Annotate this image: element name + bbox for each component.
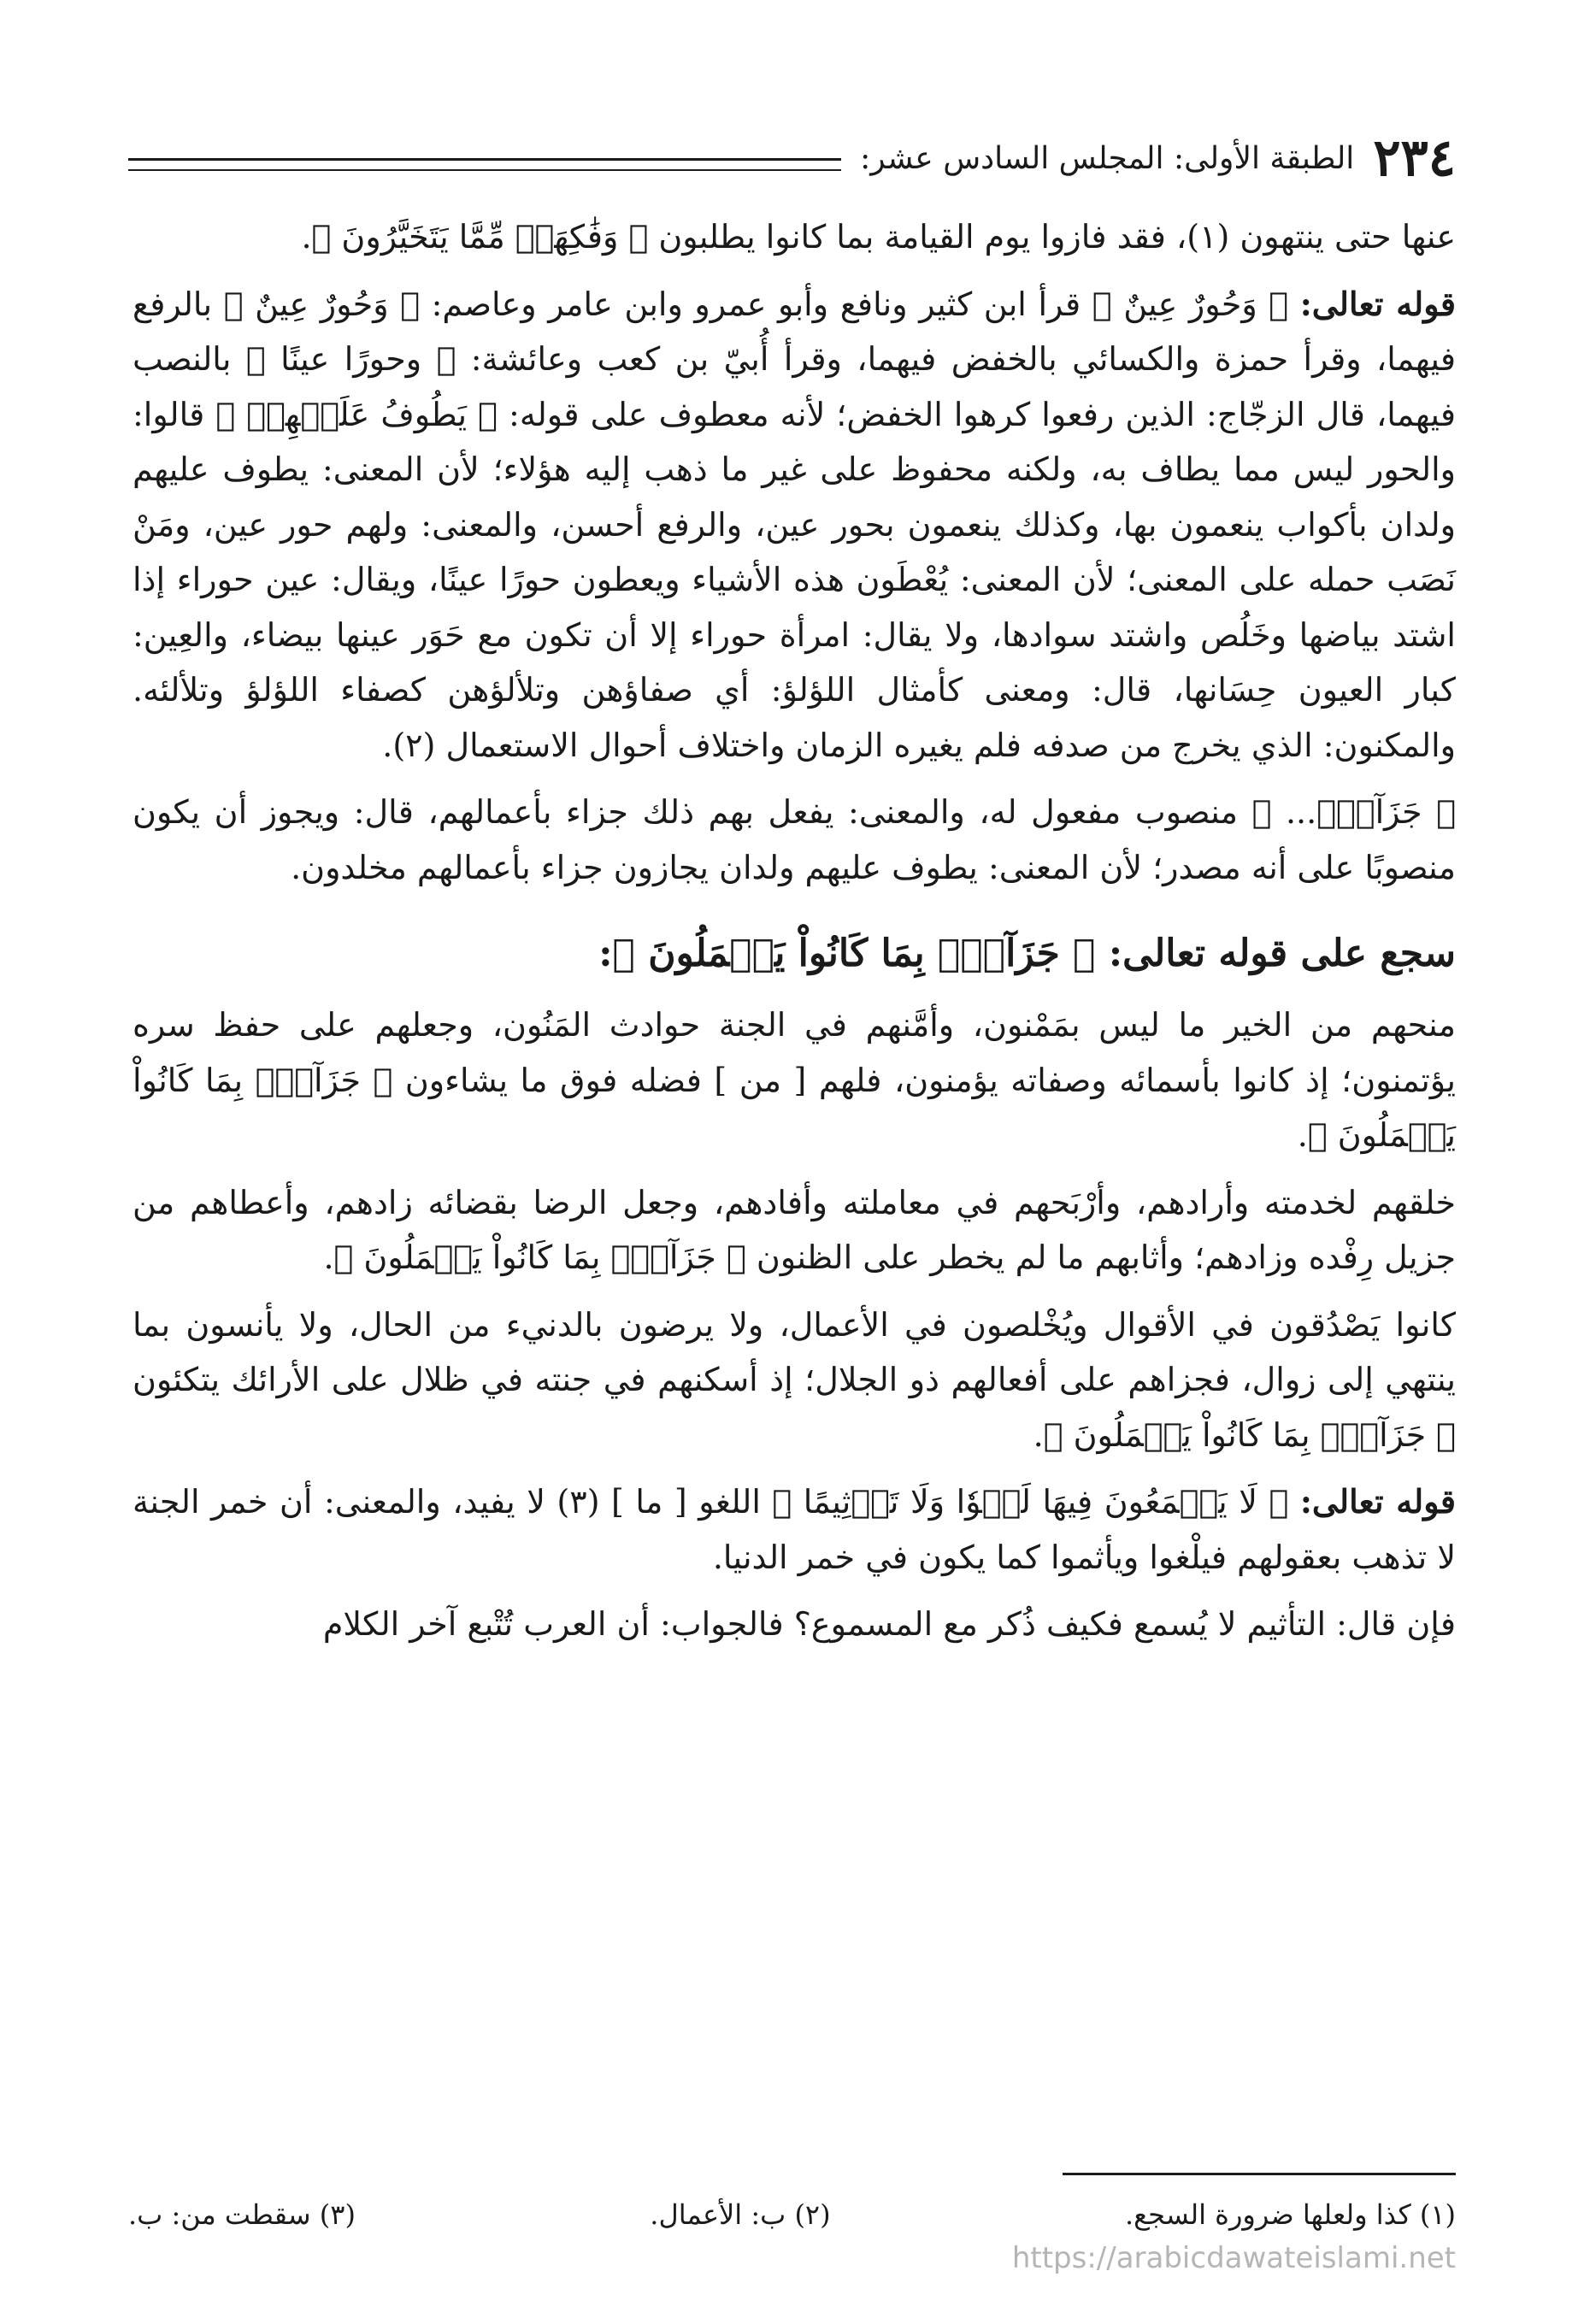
- footnote: (١) كذا ولعلها ضرورة السجع.: [1124, 2198, 1456, 2231]
- paragraph: قوله تعالى: ﴿ وَحُورٌ عِينٌ ﴾ قرأ ابن كثير ونافع وأبو عمرو وابن عامر وعاصم: ﴿ وَحُورٌ عِينٌ ﴾ بالرفع فيهما، وقرأ حمزة والكسائي بالخفض فيهما، وقرأ أُبيّ بن كعب وعائشة: ﴿ وحورًا عينًا ﴾ بالنصب فيهما، قال الزجّاج: الذين رفعوا كرهوا الخفض؛ لأنه معطوف على قوله: ﴿ يَطُوفُ عَلَيۡهِمۡ ﴾ قالوا: والحور ليس مما يطاف به، ولكنه محفوظ على غير ما ذهب إليه هؤلاء؛ لأن المعنى: يطوف عليهم ولدان بأكواب ينعمون بها، وكذلك ينعمون بحور عين، والرفع أحسن، والمعنى: ولهم حور عين، ومَنْ نَصَب حمله على المعنى؛ لأن المعنى: يُعْطَون هذه الأشياء ويعطون حورًا عينًا، ويقال: عين حوراء إذا اشتد بياضها وخَلُص واشتد سوادها، ولا يقال: امرأة حوراء إلا أن تكون مع حَوَر عينها بيضاء، والعِين: كبار العيون حِسَانها، قال: ومعنى كأمثال اللؤلؤ: أي صفاؤهن وتلألؤهن كصفاء اللؤلؤ وتلألئه. والمكنون: الذي يخرج من صدفه فلم يغيره الزمان واختلاف أحوال الاستعمال (٢).: [132, 284, 1456, 764]
- paragraph: كانوا يَصْدُقون في الأقوال ويُخْلصون في الأعمال، ولا يرضون بالدنيء من الحال، ولا يأنسون بما ينتهي إلى زوال، فجزاهم على أفعالهم ذو الجلال؛ إذ أسكنهم في جنته في ظلال على الأرائك يتكئون ﴿ جَزَآءَۢ بِمَا كَانُواْ يَعۡمَلُونَ ﴾.: [132, 1305, 1456, 1454]
- paragraph: منحهم من الخير ما ليس بمَمْنون، وأمَّنهم في الجنة حوادث المَنُون، وجعلهم على حفظ سره يؤتمنون؛ إذ كانوا بأسمائه وصفاته يؤمنون، فلهم [ من ] فضله فوق ما يشاءون ﴿ جَزَآءَۢ بِمَا كَانُواْ يَعۡمَلُونَ ﴾.: [132, 1006, 1456, 1154]
- page-header: [128, 128, 1456, 188]
- paragraph-lead: قوله تعالى:: [1299, 284, 1456, 323]
- section-heading: سجع على قوله تعالى: ﴿ جَزَآءَۢ بِمَا كَانُواْ يَعۡمَلُونَ ﴾:: [598, 932, 1456, 975]
- paragraph: فإن قال: التأثيم لا يُسمع فكيف ذُكر مع المسموع؟ فالجواب: أن العرب تُتْبع آخر الكلام: [322, 1605, 1456, 1643]
- page-body: [132, 209, 1456, 1652]
- footnotes: [128, 2198, 1456, 2231]
- footnote: (٢) ب: الأعمال.: [650, 2198, 831, 2231]
- running-title: الطبقة الأولى: المجلس السادس عشر:: [860, 140, 1355, 176]
- header-rule: [128, 158, 841, 171]
- paragraph: عنها حتى ينتهون (١)، فقد فازوا يوم القيامة بما كانوا يطلبون ﴿ وَفَٰكِهَةٖ مِّمَّا يَتَخَيَّرُونَ ﴾.: [301, 218, 1456, 256]
- paragraph-lead: قوله تعالى:: [1299, 1482, 1457, 1521]
- paragraph: ﴿ جَزَآءَۢ... ﴾ منصوب مفعول له، والمعنى: يفعل بهم ذلك جزاء بأعمالهم، قال: ويجوز أن يكون منصوبًا على أنه مصدر؛ لأن المعنى: يطوف عليهم ولدان يجازون جزاء بأعمالهم مخلدون.: [132, 793, 1456, 886]
- watermark-url: https://arabicdawateislami.net: [1011, 2241, 1456, 2275]
- paragraph: قوله تعالى: ﴿ لَا يَسۡمَعُونَ فِيهَا لَغۡوٗا وَلَا تَأۡثِيمًا ﴾ اللغو [ ما ] (٣) لا يفيد، والمعنى: أن خمر الجنة لا تذهب بعقولهم فيلْغوا ويأثموا كما يكون في خمر الدنيا.: [132, 1482, 1457, 1576]
- footnote: (٣) سقطت من: ب.: [128, 2198, 356, 2231]
- page-number: ٢٣٤: [1373, 128, 1456, 188]
- footnote-rule: [1063, 2173, 1456, 2175]
- paragraph: خلقهم لخدمته وأرادهم، وأرْبَحهم في معاملته وأفادهم، وجعل الرضا بقضائه زادهم، وأعطاهم من جزيل رِفْده وزادهم؛ وأثابهم ما لم يخطر على الظنون ﴿ جَزَآءَۢ بِمَا كَانُواْ يَعۡمَلُونَ ﴾.: [132, 1183, 1456, 1276]
